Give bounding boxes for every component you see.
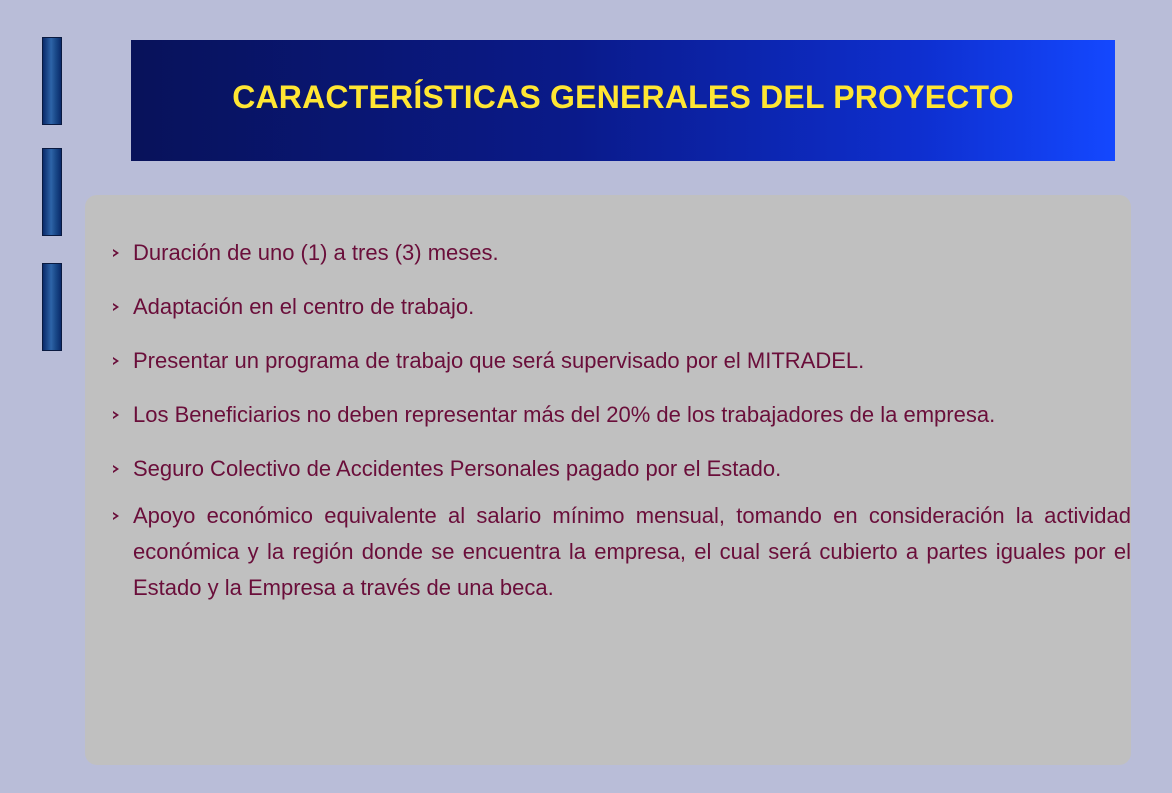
arrowhead-bullet-icon bbox=[113, 249, 119, 257]
bullet-text: Seguro Colectivo de Accidentes Personales pagado por el Estado. bbox=[133, 456, 782, 481]
decorative-bar-2 bbox=[42, 148, 62, 236]
bullet-item bbox=[113, 289, 1131, 325]
arrowhead-bullet-icon bbox=[113, 465, 119, 473]
bullet-text: Adaptación en el centro de trabajo. bbox=[133, 294, 475, 319]
decorative-bar-1 bbox=[42, 37, 62, 125]
bullet-item bbox=[113, 235, 1131, 271]
bullet-text: Los Beneficiarios no deben representar más del 20% de los trabajadores de la empresa. bbox=[133, 402, 996, 427]
bullet-item bbox=[113, 451, 1131, 487]
arrowhead-bullet-icon bbox=[113, 357, 119, 365]
arrowhead-bullet-icon bbox=[113, 411, 119, 419]
bullet-text: Presentar un programa de trabajo que será supervisado por el MITRADEL. bbox=[133, 348, 865, 373]
title-banner bbox=[131, 40, 1115, 161]
bullet-item bbox=[113, 498, 1131, 606]
content-panel bbox=[85, 195, 1131, 765]
bullet-text: Apoyo económico equivalente al salario mínimo mensual, tomando en consideración la actividad económica y la región donde se encuentra la empresa, el cual será cubierto a partes iguales por el Estado y la Empresa a través de una beca. bbox=[133, 503, 1131, 600]
arrowhead-bullet-icon bbox=[113, 512, 119, 520]
slide-title: CARACTERÍSTICAS GENERALES DEL PROYECTO bbox=[232, 79, 1014, 115]
bullet-item bbox=[113, 343, 1131, 379]
bullet-list bbox=[113, 235, 1131, 624]
bullet-text: Duración de uno (1) a tres (3) meses. bbox=[133, 240, 499, 265]
bullet-item bbox=[113, 397, 1131, 433]
decorative-bar-3 bbox=[42, 263, 62, 351]
arrowhead-bullet-icon bbox=[113, 303, 119, 311]
